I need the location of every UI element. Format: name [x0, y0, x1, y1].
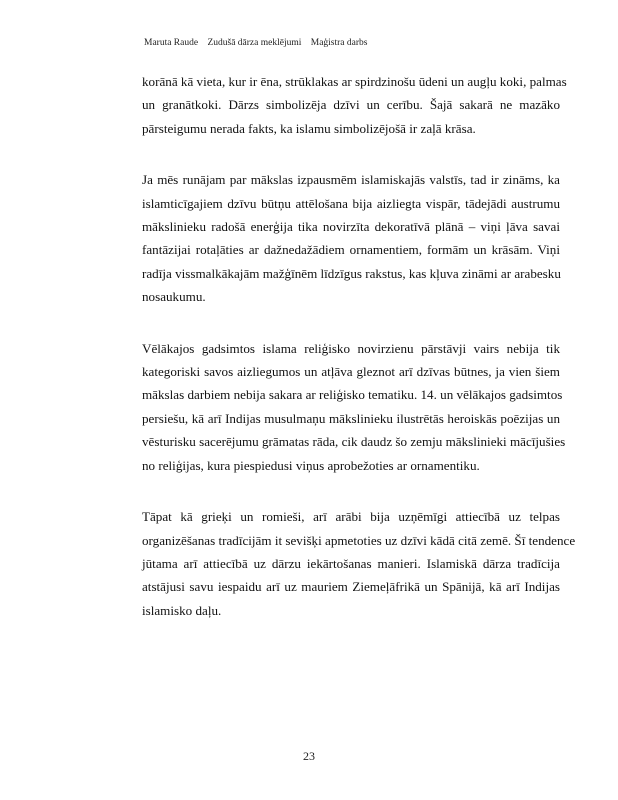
text-line: islamticīgajiem dzīvu būtņu attēlošana bija aizliegta vispār, tādejādi austrumu — [142, 195, 560, 211]
text-line: Tāpat kā grieķi un romieši, arī arābi bija uzņēmīgi attiecībā uz telpas — [142, 509, 560, 525]
text-line: un granātkoki. Dārzs simbolizēja dzīvi un cerību. Šajā sakarā ne mazāko — [142, 97, 560, 113]
header-work-type: Maģistra darbs — [310, 38, 368, 48]
header-title: Zudušā dārza meklējumi — [207, 38, 302, 48]
text-line: mākslas darbiem nebija sakara ar reliģisko tematiku. 14. un vēlākajos gadsimtos — [142, 387, 563, 403]
text-line: nosaukumu. — [142, 289, 206, 305]
text-line: no reliģijas, kura piespiedusi viņus aprobežoties ar ornamentiku. — [142, 457, 480, 473]
paragraph-3 — [142, 337, 566, 477]
paragraph-2 — [142, 168, 560, 308]
text-line: vēsturisku sacerējumu grāmatas rāda, cik daudz šo zemju mākslinieki mācījušies — [142, 434, 566, 450]
text-line: radīja vissmalkākajām mažģīnēm līdzīgus rakstus, kas kļuva zināmi ar arabesku — [142, 265, 561, 281]
text-line: mākslinieku radošā enerģija tika novirzīta dekoratīvā plānā – viņi ļāva savai — [142, 219, 560, 235]
header-author: Maruta Raude — [144, 38, 199, 48]
text-line: Ja mēs runājam par mākslas izpausmēm islamiskajās valstīs, tad ir zināms, ka — [142, 172, 560, 188]
text-line: islamisko daļu. — [142, 602, 222, 618]
text-line: fantāzijai rotaļāties ar dažnedažādiem ornamentiem, formām un krāsām. Viņi — [142, 242, 560, 258]
paragraph-1 — [142, 70, 567, 140]
page-number: 23 — [303, 749, 315, 763]
paragraph-4 — [142, 505, 576, 622]
text-line: korānā kā vieta, kur ir ēna, strūklakas ar spirdzinošu ūdeni un augļu koki, palmas — [142, 74, 567, 89]
text-line: persiešu, kā arī Indijas musulmaņu mākslinieku ilustrētās heroiskās poēzijas un — [142, 410, 560, 426]
text-line: atstājusi savu iespaidu arī uz mauriem Ziemeļāfrikā un Spānijā, kā arī Indijas — [142, 579, 560, 595]
text-line: organizēšanas tradīcijām it sevišķi apmetoties uz dzīvi kādā citā zemē. Šī tendence — [142, 532, 576, 548]
text-line: pārsteigumu nerada fakts, ka islamu simbolizējošā ir zaļā krāsa. — [142, 120, 476, 136]
text-line: Vēlākajos gadsimtos islama reliģisko novirzienu pārstāvji vairs nebija tik — [142, 340, 560, 356]
running-header — [144, 38, 374, 48]
body-text — [142, 70, 576, 650]
text-line: jūtama arī attiecībā uz dārzu iekārtošanas manieri. Islamiskā dārza tradīcija — [142, 555, 560, 571]
text-line: kategoriski savos aizliegumos un atļāva gleznot arī dzīvas būtnes, ja vien šiem — [142, 364, 560, 380]
